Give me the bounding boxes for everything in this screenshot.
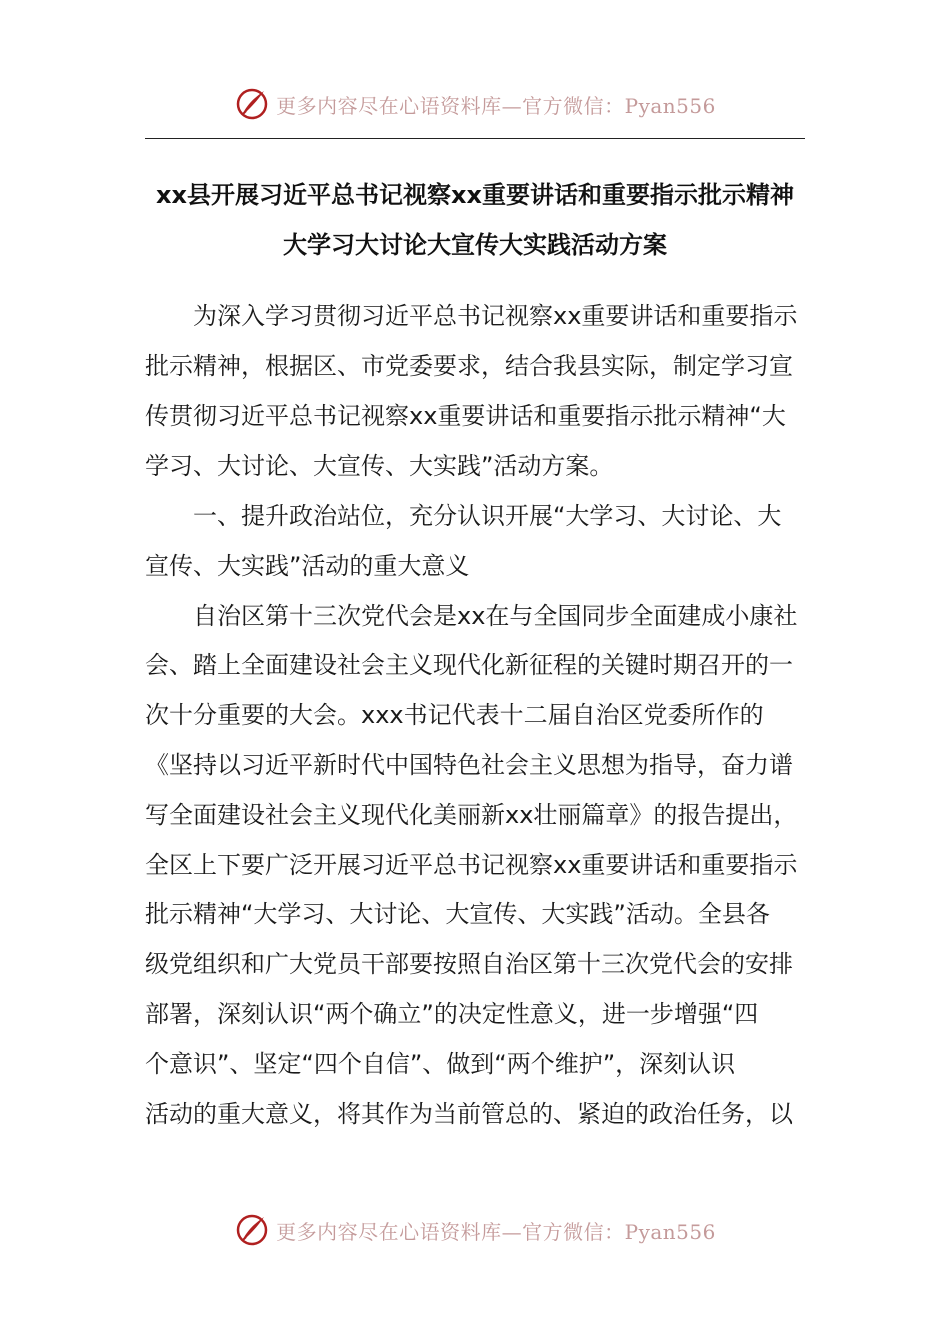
body-line: 全区上下要广泛开展习近平总书记视察xx重要讲话和重要指示	[145, 851, 798, 879]
footer-watermark	[0, 1210, 950, 1250]
body-line: 批示精神“大学习、大讨论、大宣传、大实践”活动。全县各	[145, 900, 770, 928]
section-heading-line: 一、提升政治站位，充分认识开展“大学习、大讨论、大	[145, 502, 782, 530]
watermark-text: 更多内容尽在心语资料库—官方微信：Pyan556	[276, 93, 716, 118]
body-line: 部署，深刻认识“两个确立”的决定性意义，进一步增强“四	[145, 1000, 759, 1028]
body-line: 批示精神，根据区、市党委要求，结合我县实际，制定学习宣	[145, 352, 793, 380]
body-line: 次十分重要的大会。xxx书记代表十二届自治区党委所作的	[145, 701, 764, 729]
section-heading-line: 宣传、大实践”活动的重大意义	[145, 552, 470, 580]
body-line: 写全面建设社会主义现代化美丽新xx壮丽篇章》的报告提出，	[145, 801, 798, 829]
body-line: 为深入学习贯彻习近平总书记视察xx重要讲话和重要指示	[145, 302, 798, 330]
body-line: 自治区第十三次党代会是xx在与全国同步全面建成小康社	[145, 602, 798, 630]
quill-pen-circle-icon	[234, 86, 270, 122]
body-line: 级党组织和广大党员干部要按照自治区第十三次党代会的安排	[145, 950, 793, 978]
document-title-line-2: 大学习大讨论大宣传大实践活动方案	[283, 231, 667, 259]
header-watermark	[0, 84, 950, 124]
body-line: 《坚持以习近平新时代中国特色社会主义思想为指导，奋力谱	[145, 751, 793, 779]
header-divider	[145, 138, 805, 139]
document-title-line-1: xx县开展习近平总书记视察xx重要讲话和重要指示批示精神	[156, 181, 794, 209]
body-line: 活动的重大意义，将其作为当前管总的、紧迫的政治任务，以	[145, 1100, 793, 1128]
body-line: 会、踏上全面建设社会主义现代化新征程的关键时期召开的一	[145, 651, 793, 679]
watermark-text: 更多内容尽在心语资料库—官方微信：Pyan556	[276, 1219, 716, 1244]
quill-pen-circle-icon	[234, 1212, 270, 1248]
body-line: 传贯彻习近平总书记视察xx重要讲话和重要指示批示精神“大	[145, 402, 786, 430]
body-line: 个意识”、坚定“四个自信”、做到“两个维护”，深刻认识	[145, 1050, 736, 1078]
body-line: 学习、大讨论、大宣传、大实践”活动方案。	[145, 452, 614, 480]
